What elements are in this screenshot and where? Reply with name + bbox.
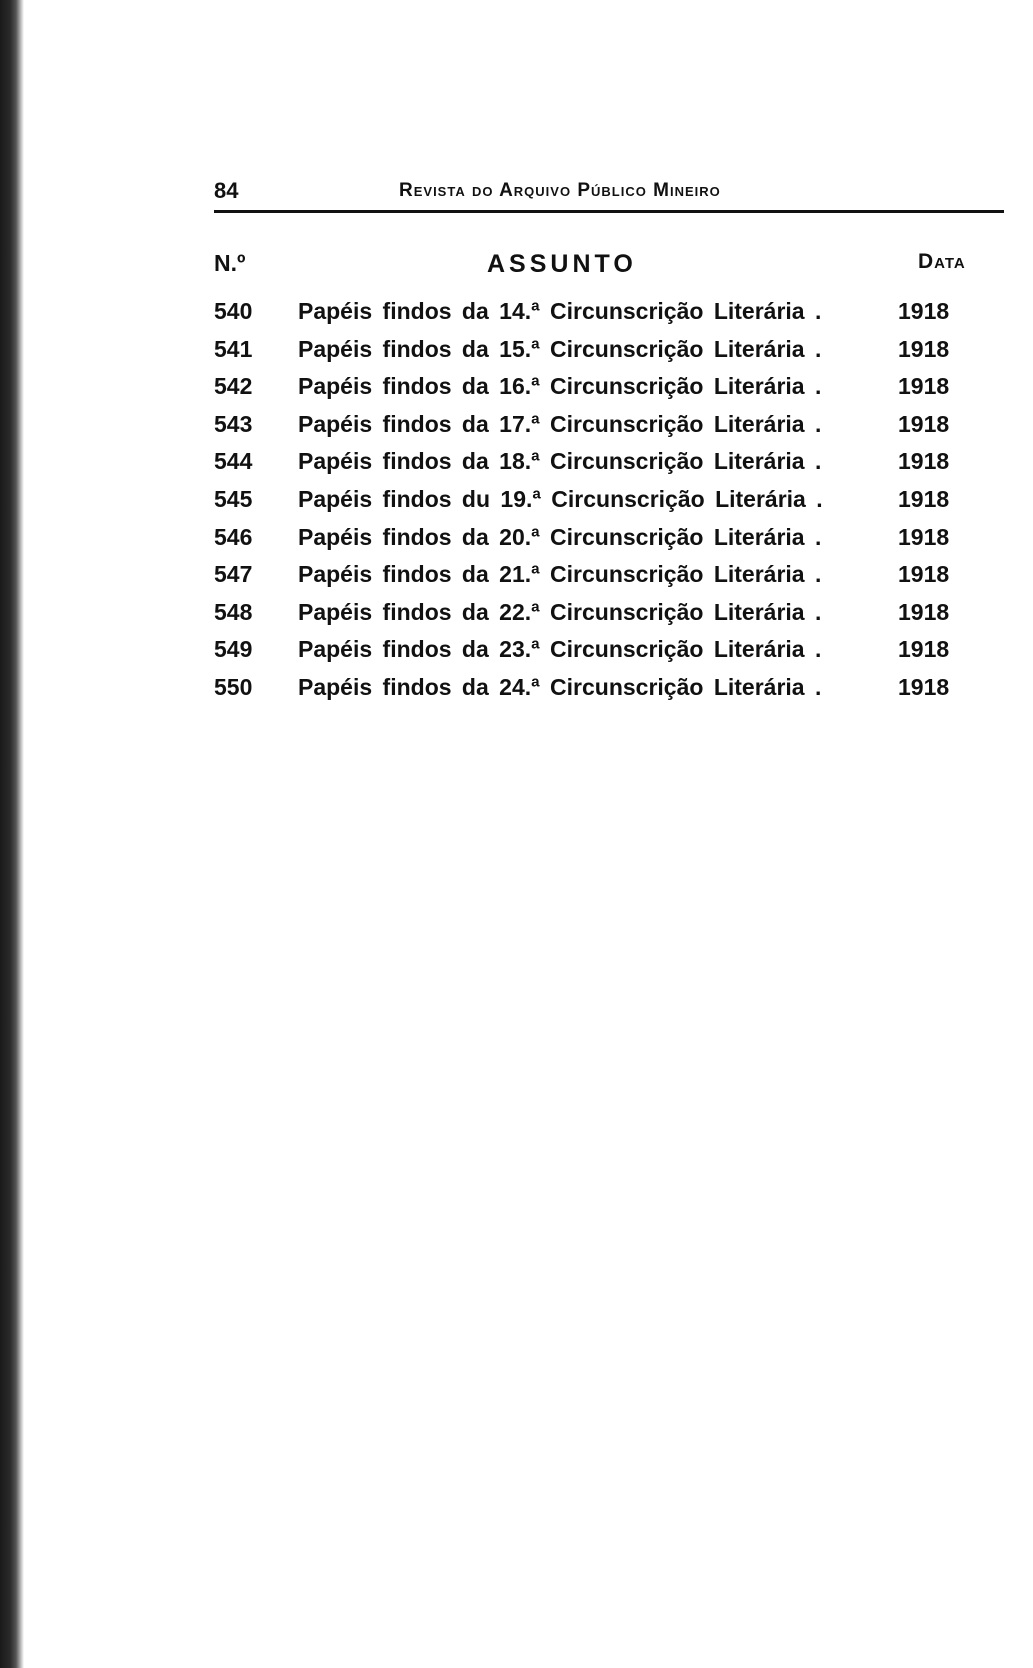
row-date: 1918: [898, 335, 950, 362]
row-subject: Papéis findos da 21.ª Circunscrição Literária .: [298, 561, 822, 588]
row-date: 1918: [898, 485, 950, 512]
row-subject: Papéis findos da 14.ª Circunscrição Literária .: [298, 298, 822, 324]
row-subject: Papéis findos da 23.ª Circunscrição Literária .: [298, 636, 822, 663]
row-subject: Papéis findos da 24.ª Circunscrição Literária .: [298, 673, 822, 700]
row-number: 543: [214, 410, 253, 437]
row-date: 1918: [898, 598, 950, 625]
row-number: 545: [214, 485, 253, 512]
row-date: 1918: [898, 561, 950, 588]
table-row: [0, 561, 1033, 599]
row-number: 542: [214, 373, 253, 400]
row-date: 1918: [898, 673, 950, 700]
row-number: 550: [214, 673, 253, 700]
header-rule: [214, 210, 1004, 213]
row-subject: Papéis findos da 18.ª Circunscrição Literária .: [298, 448, 822, 475]
table-row: [0, 336, 1033, 374]
row-date: 1918: [898, 410, 950, 437]
row-number: 549: [214, 636, 253, 663]
table-row: [0, 636, 1033, 674]
column-header-subject: ASSUNTO: [487, 250, 637, 278]
row-subject: Papéis findos da 20.ª Circunscrição Literária .: [298, 523, 822, 550]
table-row: [0, 674, 1033, 712]
table-row: [0, 448, 1033, 486]
row-date: 1918: [898, 448, 950, 475]
row-number: 541: [214, 335, 253, 362]
row-date: 1918: [898, 298, 950, 324]
row-number: 548: [214, 598, 253, 625]
table-row: [0, 599, 1033, 637]
row-date: 1918: [898, 636, 950, 663]
table-row: [0, 524, 1033, 562]
journal-title: Revista do Arquivo Público Mineiro: [399, 180, 721, 201]
row-number: 540: [214, 298, 253, 324]
row-number: 546: [214, 523, 253, 550]
row-subject: Papéis findos du 19.ª Circunscrição Literária .: [298, 485, 823, 512]
page-number: 84: [214, 178, 239, 203]
records-table: [0, 298, 1033, 712]
column-header-number: N.º: [214, 250, 246, 276]
row-subject: Papéis findos da 22.ª Circunscrição Literária .: [298, 598, 822, 625]
table-row: [0, 298, 1033, 336]
row-date: 1918: [898, 373, 950, 400]
running-head: [214, 178, 1004, 208]
table-row: [0, 486, 1033, 524]
column-header-date: Data: [918, 250, 966, 273]
row-number: 547: [214, 561, 253, 588]
row-date: 1918: [898, 523, 950, 550]
row-subject: Papéis findos da 15.ª Circunscrição Literária .: [298, 335, 822, 362]
table-row: [0, 411, 1033, 449]
table-row: [0, 373, 1033, 411]
row-number: 544: [214, 448, 253, 475]
page-binding-edge: [0, 0, 24, 1668]
row-subject: Papéis findos da 17.ª Circunscrição Literária .: [298, 410, 822, 437]
row-subject: Papéis findos da 16.ª Circunscrição Literária .: [298, 373, 822, 400]
